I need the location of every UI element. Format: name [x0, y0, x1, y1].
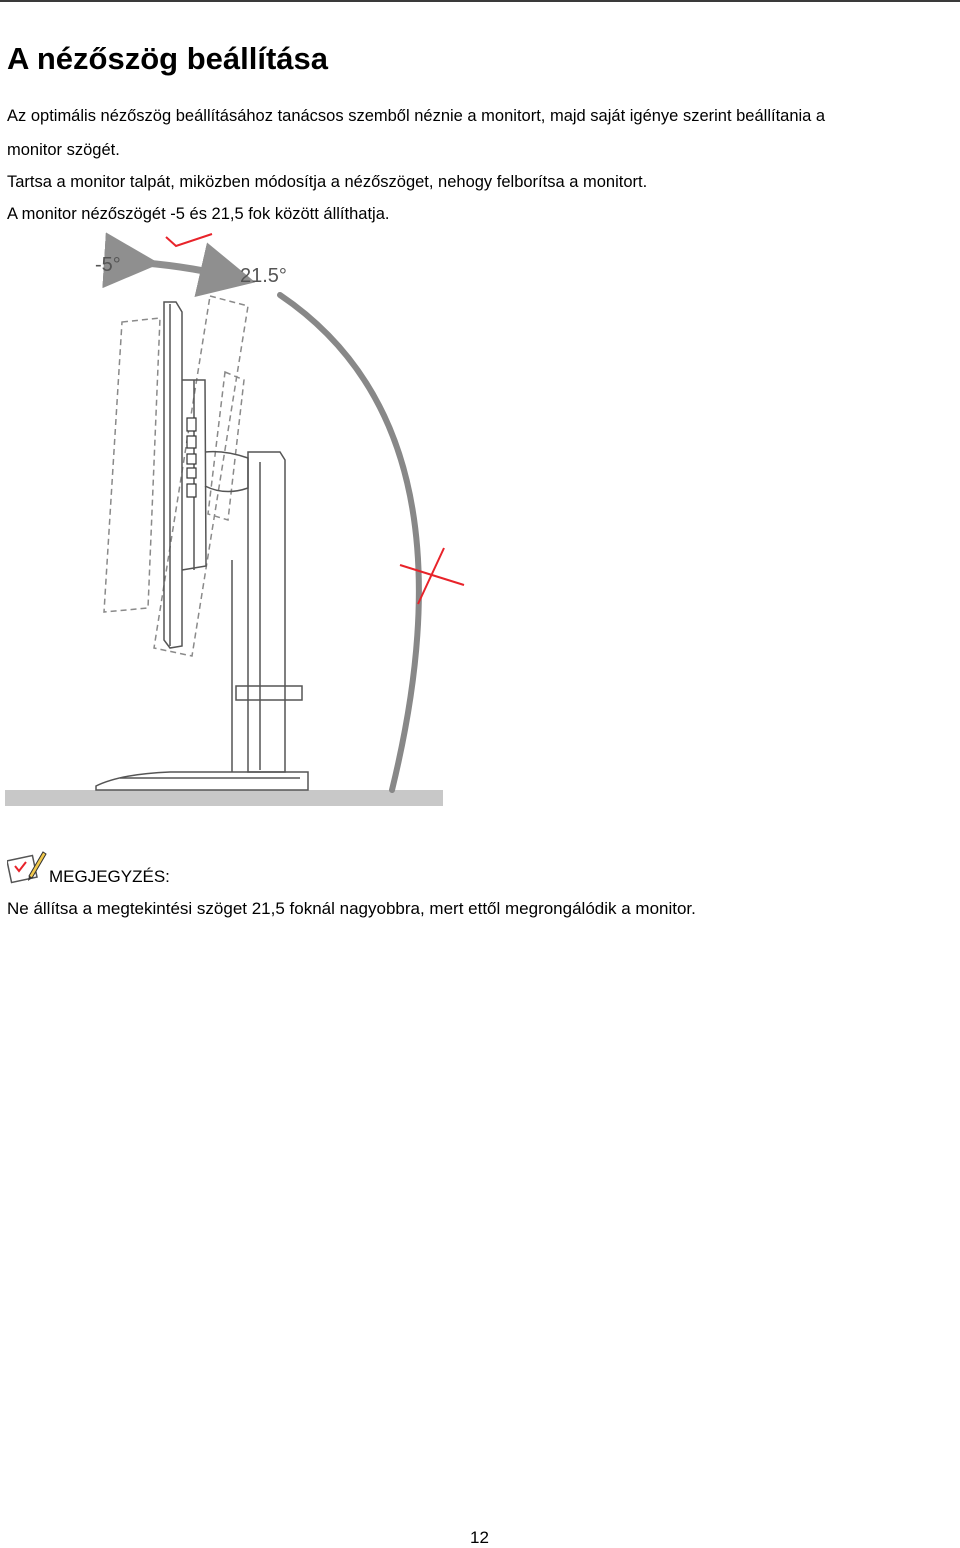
tilt-range-paragraph: A monitor nézőszögét -5 és 21,5 fok között állíthatja.	[7, 205, 390, 223]
page-title: A nézőszög beállítása	[7, 41, 328, 76]
page-number: 12	[470, 1528, 489, 1547]
hold-base-paragraph: Tartsa a monitor talpát, miközben módosítja a nézőszöget, nehogy felborítsa a monitort.	[7, 173, 648, 191]
tilt-limit-arc	[280, 295, 419, 790]
intro-paragraph-line-2: monitor szögét.	[7, 141, 120, 159]
note-label: MEGJEGYZÉS:	[49, 867, 170, 886]
label-plus-21-5: 21.5°	[240, 265, 287, 287]
tilt-arrow	[132, 262, 228, 276]
monitor-stand	[96, 452, 308, 790]
limit-cross-mark	[400, 548, 464, 604]
note-pencil-icon	[7, 848, 47, 884]
check-mark	[166, 234, 212, 246]
monitor-panel	[164, 302, 206, 648]
tilt-diagram	[0, 225, 470, 815]
floor	[5, 790, 443, 806]
connector-ports	[187, 418, 196, 497]
note-text: Ne állítsa a megtekintési szöget 21,5 foknál nagyobbra, mert ettől megrongálódik a monitor.	[7, 899, 696, 918]
intro-paragraph-line-1: Az optimális nézőszög beállításához tanácsos szemből néznie a monitort, majd saját igénye szerint beállítania a	[7, 107, 826, 125]
top-rule	[0, 0, 960, 2]
tilt-ghost-outlines	[104, 296, 248, 656]
label-minus-5: -5°	[95, 254, 121, 276]
